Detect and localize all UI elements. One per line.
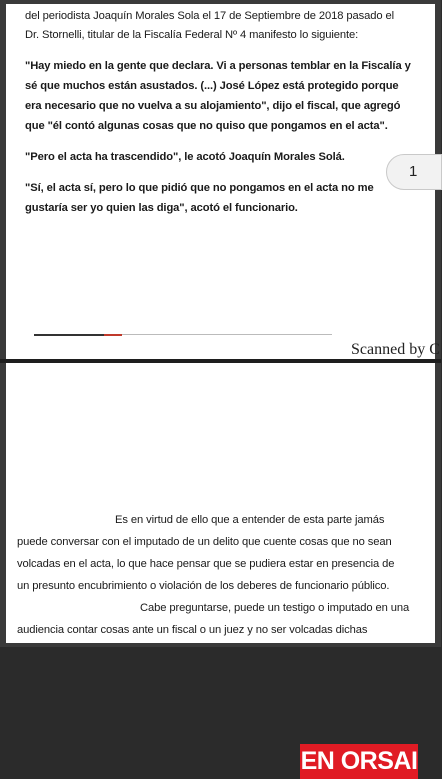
document-page-top bbox=[6, 4, 440, 359]
text-line: gustaría ser yo quien las diga", acotó el funcionario. bbox=[25, 202, 298, 214]
signature-rule bbox=[122, 334, 332, 335]
text-line: sé que muchos están asustados. (...) José López está protegido porque bbox=[25, 80, 399, 92]
text-line: "Hay miedo en la gente que declara. Vi a personas temblar en la Fiscalía y bbox=[25, 60, 411, 72]
text-line: volcadas en el acta, lo que hace pensar que se pudiera estar en presencia de bbox=[17, 558, 395, 570]
signature-stroke-red bbox=[104, 334, 122, 336]
scanned-by-watermark: Scanned by C bbox=[351, 341, 440, 358]
page-number-badge[interactable]: 1 bbox=[386, 154, 442, 190]
text-line: un presunto encubrimiento o violación de los deberes de funcionario público. bbox=[17, 580, 390, 592]
text-line: "Sí, el acta sí, pero lo que pidió que no pongamos en el acta no me bbox=[25, 182, 374, 194]
text-line: audiencia contar cosas ante un fiscal o un juez y no ser volcadas dichas bbox=[17, 624, 368, 636]
text-line: puede conversar con el imputado de un delito que cuente cosas que no sean bbox=[17, 536, 392, 548]
text-line: que "él contó algunas cosas que no quiso que pongamos en el acta". bbox=[25, 120, 388, 132]
text-line: Cabe preguntarse, puede un testigo o imputado en una bbox=[140, 602, 410, 614]
en-orsai-logo: EN ORSAI bbox=[300, 744, 418, 779]
text-line: "Pero el acta ha trascendido", le acotó Joaquín Morales Solá. bbox=[25, 151, 345, 163]
document-page-bottom bbox=[6, 363, 435, 775]
text-line: Dr. Stornelli, titular de la Fiscalía Federal Nº 4 manifesto lo siguiente: bbox=[25, 29, 359, 41]
text-line: era necesario que no vuelva a su alojamiento", dijo el fiscal, que agregó bbox=[25, 100, 401, 112]
text-line: del periodista Joaquín Morales Sola el 17 de Septiembre de 2018 pasado el bbox=[25, 10, 394, 22]
text-line: Es en virtud de ello que a entender de esta parte jamás bbox=[115, 514, 385, 526]
